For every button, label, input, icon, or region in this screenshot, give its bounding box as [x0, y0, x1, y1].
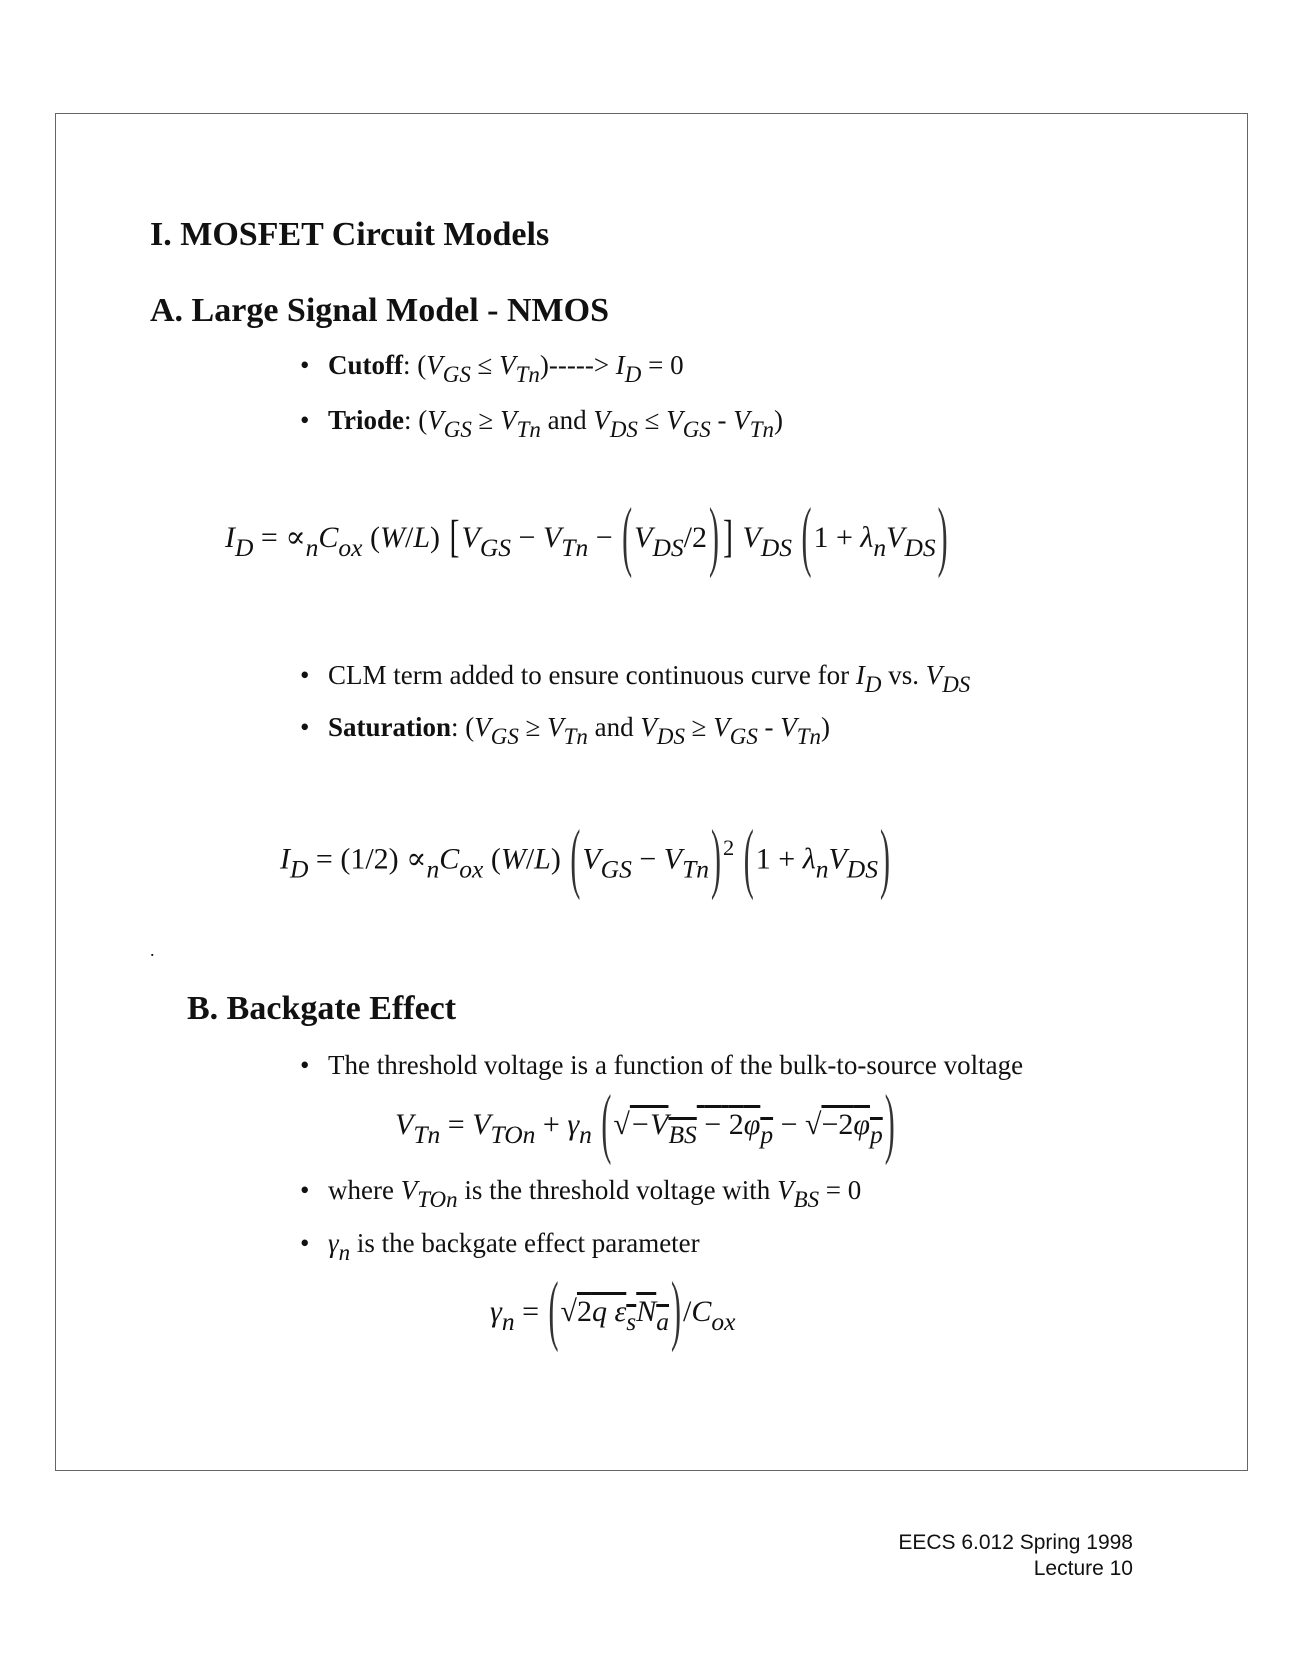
bullet-gamma: • $\gamma_n$ is the backgate effect parameter — [300, 1228, 700, 1266]
footer-line-2: Lecture 10 — [1033, 1557, 1133, 1580]
where-3: = 0 — [825, 1175, 862, 1205]
triode-and: and — [547, 405, 587, 435]
cutoff-eq: = 0 — [648, 350, 684, 380]
cutoff-arrow: -----> — [548, 350, 610, 380]
threshold-equation: $V_{Tn} = V_{TOn} + \gamma_n$ $(√-V_{BS} - 2\varphi_p - √-2\varphi_p)$ — [395, 1080, 895, 1167]
where-1: where — [328, 1175, 394, 1205]
saturation-equation: $I_D = (1/2) \propto_nC_{ox}$ (W/L) $(V_{GS} - V_{Tn})^2$ $(1 + \lambda_nV_{DS})$ — [280, 815, 890, 902]
section-title-a: A. Large Signal Model - NMOS — [150, 292, 609, 329]
bullet-where: • where $V_{TOn}$ is the threshold voltage with $V_{BS} = 0$ — [300, 1175, 862, 1213]
bullet-cutoff: • Cutoff: $(V_{GS} \le V_{Tn})-----> I_D = 0$ — [300, 350, 684, 388]
footer — [898, 1530, 1133, 1582]
footer-line-1: EECS 6.012 Spring 1998 — [898, 1531, 1133, 1554]
stray-mark: . — [150, 940, 155, 960]
gamma-equation: $\gamma_n = (√2q$ $\varepsilon_sN_a)/C_{ox}$ — [490, 1267, 736, 1354]
bullet-saturation: • Saturation: ($V_{GS} \ge V_{Tn}$ and $V_{DS} \ge V_{GS} - V_{Tn}$) — [300, 712, 831, 750]
cutoff-label: Cutoff — [328, 350, 403, 380]
triode-label: Triode — [328, 405, 404, 435]
section-title-b: B. Backgate Effect — [187, 990, 457, 1027]
section-title-1: I. MOSFET Circuit Models — [150, 216, 550, 253]
saturation-and: and — [594, 712, 634, 742]
triode-equation: $I_D = \propto_nC_{ox}$ (W/L) [$V_{GS} - V_{Tn} - (V_{DS}/2)$ ] $V_{DS}$ $(1 + \lambda_nV_{DS})$ — [225, 493, 948, 580]
saturation-label: Saturation — [328, 712, 452, 742]
threshold-text: The threshold voltage is a function of the bulk-to-source voltage — [328, 1050, 1024, 1080]
bullet-clm: • CLM term added to ensure continuous curve for $I_D$ vs. $V_{DS}$ — [300, 660, 971, 698]
clm-text: CLM term added to ensure continuous curve for — [328, 660, 850, 690]
gamma-text: is the backgate effect parameter — [356, 1228, 700, 1258]
bullet-threshold: • The threshold voltage is a function of the bulk-to-source voltage — [300, 1050, 1024, 1080]
clm-vs: vs. — [888, 660, 919, 690]
bullet-triode: • Triode: ($V_{GS} \ge V_{Tn}$ and $V_{DS} \le V_{GS} - V_{Tn}$) — [300, 405, 783, 443]
where-2: is the threshold voltage with — [464, 1175, 771, 1205]
